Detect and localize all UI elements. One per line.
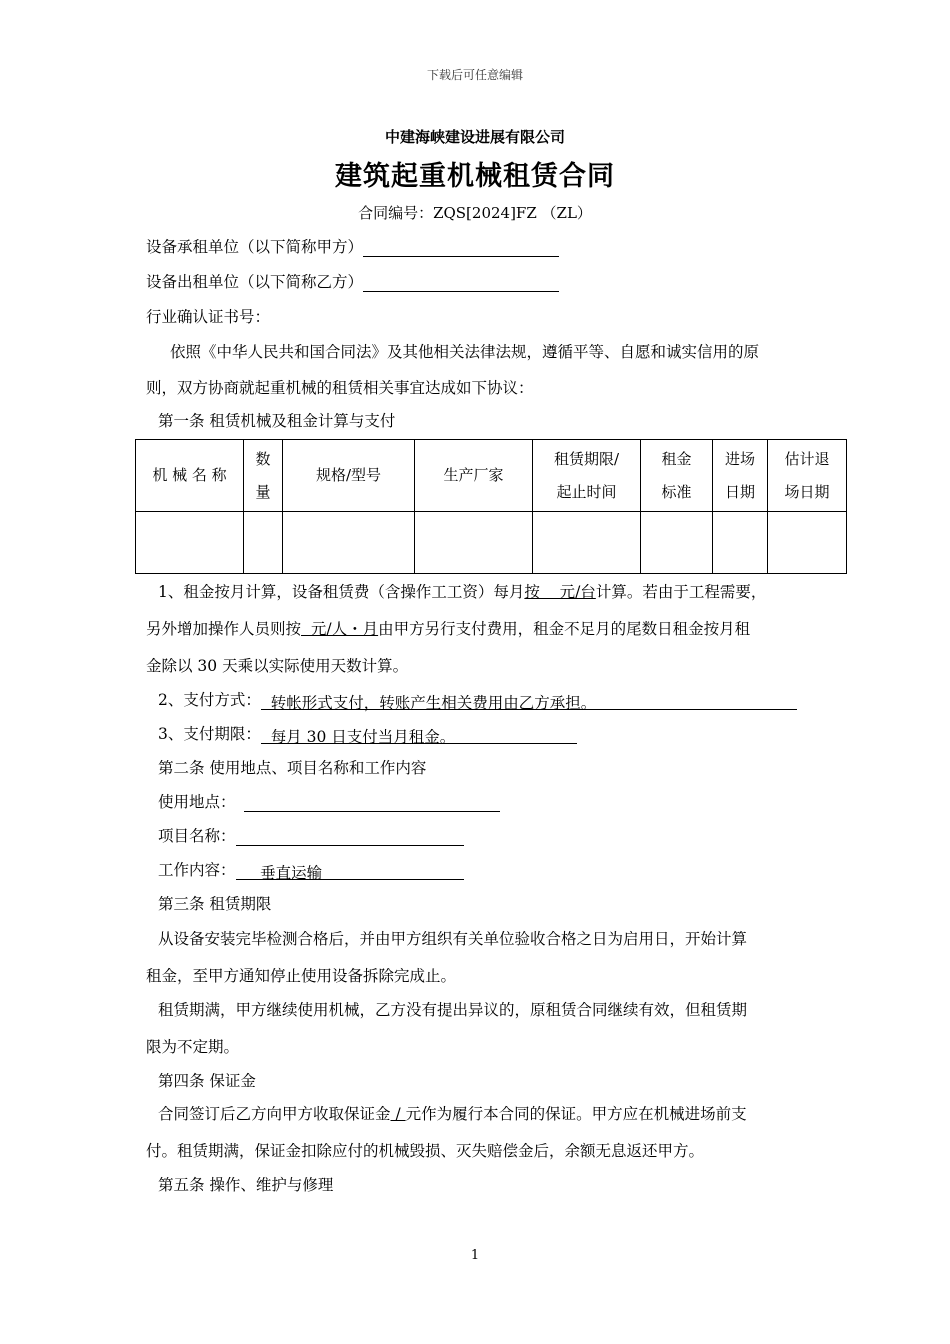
col-exit-date: 估计退 场日期 [768,440,847,512]
col-quantity: 数 量 [244,440,283,512]
header-note: 下载后可任意编辑 [426,68,523,82]
article-2-heading: 第二条 使用地点、项目名称和工作内容 [158,759,427,777]
party-a-blank[interactable] [363,238,559,257]
col-manufacturer: 生产厂家 [415,440,533,512]
payment-method-value: 转帐形式支付，转账产生相关费用由乙方承担。 [261,691,797,710]
clause-1-line-3: 金除以 30 天乘以实际使用天数计算。 [146,657,409,675]
article-4-line-2: 付。租赁期满，保证金扣除应付的机械毁损、灭失赔偿金后，余额无息返还甲方。 [146,1142,705,1160]
table-header-row [136,440,847,512]
work-content-value: 垂直运输 [236,861,464,880]
rent-per-person: 元/人・月 [301,620,379,638]
table-cell[interactable] [244,512,283,574]
table-cell[interactable] [283,512,415,574]
payment-term-line: 3、支付期限： 每月 30 日支付当月租金。 [158,722,577,744]
rent-per-unit: 按 元/台 [524,583,596,601]
document-title: 建筑起重机械租赁合同 [335,161,615,192]
article-1-heading: 第一条 租赁机械及租金计算与支付 [158,412,396,430]
location-blank[interactable] [244,793,500,812]
page-number: 1 [470,1248,480,1263]
col-entry-date: 进场 日期 [713,440,768,512]
table-cell[interactable] [641,512,713,574]
article-5-heading: 第五条 操作、维护与修理 [158,1176,334,1194]
article-3-heading: 第三条 租赁期限 [158,895,272,913]
article-3-line-2: 租金，至甲方通知停止使用设备拆除完成止。 [146,967,457,985]
work-content-line: 工作内容： 垂直运输 [158,858,464,880]
payment-term-value: 每月 30 日支付当月租金。 [261,725,577,744]
col-lease-period: 租赁期限/ 起止时间 [533,440,641,512]
table-cell[interactable] [768,512,847,574]
intro-line-2: 则，双方协商就起重机械的租赁相关事宜达成如下协议： [146,379,534,397]
party-a-line [146,235,559,257]
table-cell[interactable] [136,512,244,574]
clause-1-line-2: 另外增加操作人员则按 元/人・月由甲方另行支付费用，租金不足月的尾数日租金按月租 [146,620,751,638]
col-machine-name: 机 械 名 称 [136,440,244,512]
cert-line: 行业确认证书号： [146,308,271,326]
article-3-line-3: 租赁期满，甲方继续使用机械，乙方没有提出异议的，原租赁合同继续有效，但租赁期 [158,1001,748,1019]
table-cell[interactable] [533,512,641,574]
col-model: 规格/型号 [283,440,415,512]
payment-method-line: 2、支付方式： 转帐形式支付，转账产生相关费用由乙方承担。 [158,688,797,710]
party-b-blank[interactable] [363,273,559,292]
deposit-amount: / [390,1105,406,1123]
contract-number: 合同编号：ZQS[2024]FZ （ZL） [358,204,592,222]
party-a-label: 设备承租单位（以下简称甲方） [146,238,364,256]
project-blank[interactable] [236,827,464,846]
article-3-line-1: 从设备安装完毕检测合格后，并由甲方组织有关单位验收合格之日为启用日，开始计算 [158,930,748,948]
table-cell[interactable] [713,512,768,574]
party-b-label: 设备出租单位（以下简称乙方） [146,273,364,291]
company-name: 中建海峡建设进展有限公司 [384,128,565,146]
location-line: 使用地点： [158,790,500,812]
article-4-line-1: 合同签订后乙方向甲方收取保证金 / 元作为履行本合同的保证。甲方应在机械进场前支 [158,1105,747,1123]
table-row [136,512,847,574]
party-b-line [146,270,559,292]
article-3-line-4: 限为不定期。 [146,1038,240,1056]
col-rent-standard: 租金 标准 [641,440,713,512]
project-line: 项目名称： [158,824,464,846]
clause-1-line-1: 1、租金按月计算，设备租赁费（含操作工工资）每月按 元/台计算。若由于工程需要， [158,583,767,601]
intro-line-1: 依照《中华人民共和国合同法》及其他相关法律法规，遵循平等、自愿和诚实信用的原 [170,343,760,361]
table-cell[interactable] [415,512,533,574]
equipment-table [135,439,847,574]
article-4-heading: 第四条 保证金 [158,1072,256,1090]
